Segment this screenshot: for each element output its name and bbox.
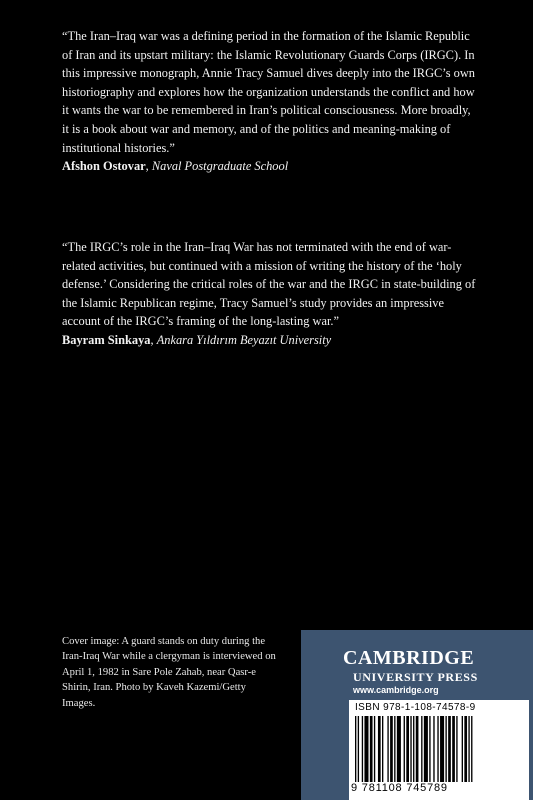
barcode-bar xyxy=(404,716,405,782)
cover-image-credit: Cover image: A guard stands on duty during the Iran-Iraq War while a clergyman is interviewed on April 1, 1982 in Sare Pole Zahab, near Qasr-e Shirin, Iran. Photo by Kaveh Kazemi/Getty Images. xyxy=(62,636,276,709)
barcode-bar xyxy=(382,716,383,782)
endorsement-quote: “The IRGC’s role in the Iran–Iraq War has not terminated with the end of war-related activities, but continued with a mission of writing the history of the ‘holy defense.’ Considering the critical roles of the war and the IRGC in state-building of the Islamic Republican regime, Tracy Samuel’s study provides an impressive account of the IRGC’s framing of the long-lasting war.” xyxy=(62,240,476,329)
barcode-bar xyxy=(406,716,409,782)
barcode-bar xyxy=(364,716,368,782)
barcode-bar xyxy=(410,716,411,782)
barcode-digits: 9 781108 745789 xyxy=(351,782,448,794)
barcode-bar xyxy=(471,716,472,782)
barcode-bar xyxy=(464,716,467,782)
endorsement-attribution: Afshon Ostovar, Naval Postgraduate School xyxy=(62,159,289,174)
barcode-bar xyxy=(413,716,414,782)
endorsement-attribution: Bayram Sinkaya, Ankara Yıldırım Beyazıt University xyxy=(62,332,332,347)
barcode-bar xyxy=(456,716,457,782)
barcode-bar xyxy=(440,716,444,782)
barcode-bar xyxy=(452,716,455,782)
barcode-bar xyxy=(390,716,393,782)
barcode-bar xyxy=(374,716,375,782)
barcode-bar xyxy=(437,716,438,782)
publisher-panel xyxy=(301,630,533,800)
barcode-bar xyxy=(421,716,422,782)
endorser-name: Bayram Sinkaya xyxy=(62,332,151,347)
endorser-institution: Naval Postgraduate School xyxy=(151,159,289,174)
barcode-bar xyxy=(378,716,381,782)
barcode-bar xyxy=(370,716,373,782)
barcode-bar xyxy=(462,716,463,782)
endorser-name: Afshon Ostovar xyxy=(62,159,146,174)
barcode-bar xyxy=(394,716,395,782)
barcode-bar xyxy=(358,716,359,782)
endorser-institution: Ankara Yıldırım Beyazıt University xyxy=(156,332,332,347)
publisher-logo-subtitle: UNIVERSITY PRESS xyxy=(353,670,478,684)
publisher-logo-name: CAMBRIDGE xyxy=(343,647,475,669)
barcode-bar xyxy=(433,716,434,782)
endorsement-quote: “The Iran–Iraq war was a defining period in the formation of the Islamic Republic of Iran and its upstart military: the Islamic Revolutionary Guards Corps (IRGC). In this impressive monograph, Annie Tracy Samuel dives deeply into the IRGC’s own historiography and explores how the organization understands the conflict and how it wants the war to be remembered in Iran’s political consciousness. More broadly, it is a book about war and memory, and of the politics and meaning-making of institutional histories.” xyxy=(62,29,475,155)
barcode-bar xyxy=(362,716,363,782)
isbn-barcode xyxy=(349,700,529,800)
barcode-bar xyxy=(416,716,419,782)
endorsement-1 xyxy=(62,27,478,176)
barcode-bar xyxy=(397,716,401,782)
barcode-bar xyxy=(448,716,451,782)
barcode-bar xyxy=(424,716,428,782)
endorsement-2 xyxy=(62,238,478,350)
barcode-bar xyxy=(468,716,469,782)
isbn-label: ISBN 978-1-108-74578-9 xyxy=(355,702,476,713)
barcode-bar xyxy=(429,716,430,782)
publisher-url: www.cambridge.org xyxy=(353,685,439,695)
barcode-bar xyxy=(387,716,388,782)
barcode-bar xyxy=(445,716,446,782)
barcode-bar xyxy=(355,716,356,782)
barcode-bars xyxy=(355,716,523,782)
